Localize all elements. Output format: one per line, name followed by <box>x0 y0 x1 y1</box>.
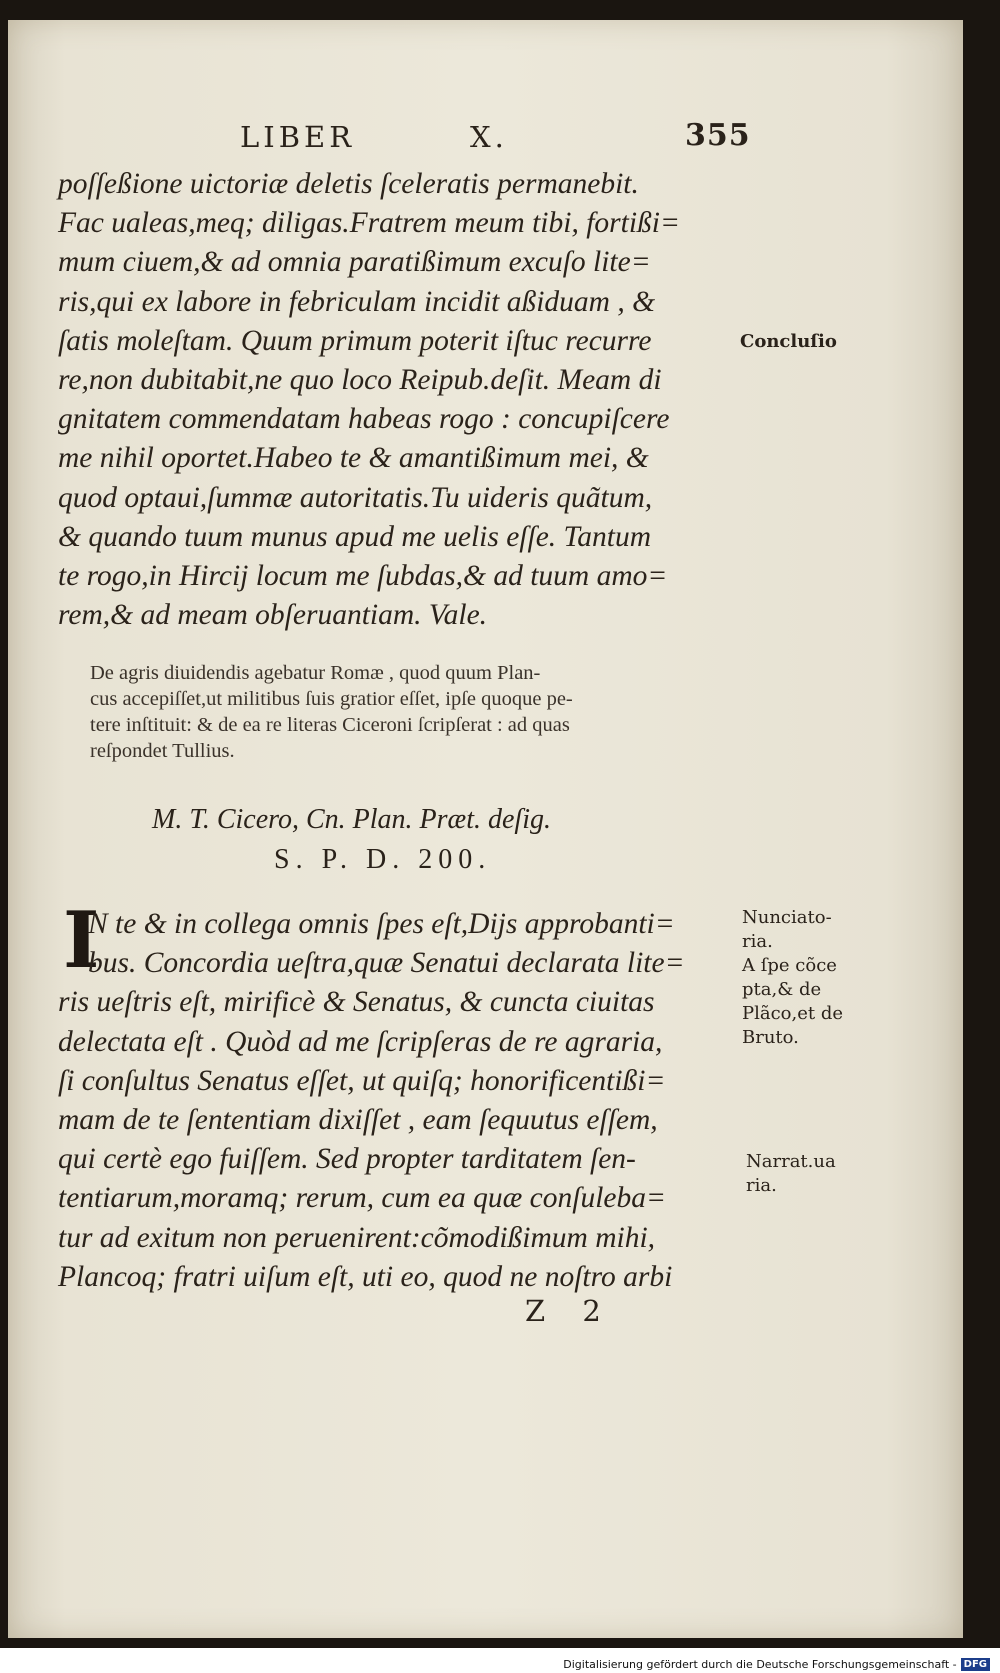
text-line: ſi conſultus Senatus eſſet, ut quiſq; honorificentißi= <box>58 1064 666 1097</box>
marginal-note-narratoria <box>746 1150 836 1198</box>
argument-line: cus accepiſſet,ut militibus ſuis gratior eſſet, ipſe quoque pe- <box>90 688 573 710</box>
marginal-line: ria. <box>742 931 773 952</box>
drop-capital: I <box>63 895 100 986</box>
marginal-line: Narrat.ua <box>746 1151 836 1172</box>
marginal-note-conclusio <box>740 330 837 354</box>
salutation-line: M. T. Cicero, Cn. Plan. Præt. deſig. <box>152 804 551 835</box>
text-line: gnitatem commendatam habeas rogo : concupiſcere <box>58 403 670 436</box>
text-line: mum ciuem,& ad omnia paratißimum excuſo lite= <box>58 246 651 279</box>
text-line: poſſeßione uictoriæ deletis ſceleratis permanebit. <box>58 168 639 200</box>
text-line: mam de te ſententiam dixiſſet , eam ſequutus eſſem, <box>58 1103 658 1136</box>
letter-text-begin <box>58 905 738 1297</box>
marginal-line: A ſpe cõce <box>742 955 837 976</box>
running-title: LIBER <box>240 120 356 154</box>
marginal-line: Concluſio <box>740 331 837 352</box>
text-line: ſatis moleſtam. Quum primum poterit iſtuc recurre <box>58 324 652 357</box>
text-line: Fac ualeas,meq; diligas.Fratrem meum tibi, fortißi= <box>58 207 680 240</box>
text-line: ris,qui ex labore in febriculam incidit aßiduam , & <box>58 285 656 318</box>
text-line: me nihil oportet.Habeo te & amantißimum mei, & <box>58 442 649 475</box>
argument-line: De agris diuidendis agebatur Romæ , quod quum Plan- <box>90 662 541 684</box>
text-line: delectata eſt . Quòd ad me ſcripſeras de re agraria, <box>58 1025 663 1058</box>
letter-salutation <box>152 800 752 880</box>
text-line: re,non dubitabit,ne quo loco Reipub.deſit. Meam di <box>58 363 662 396</box>
text-line: qui certè ego fuiſſem. Sed propter tarditatem ſen- <box>58 1143 636 1176</box>
text-line: te rogo,in Hircij locum me ſubdas,& ad tuum amo= <box>58 559 668 592</box>
signature-mark: Z 2 <box>525 1294 615 1328</box>
argument-line: tere inſtituit: & de ea re literas Ciceroni ſcripſerat : ad quas <box>90 714 570 736</box>
marginal-line: Plãco,et de <box>742 1003 844 1024</box>
running-header <box>240 120 760 166</box>
marginal-note-nunciatoria <box>742 906 843 1050</box>
argument-line: reſpondet Tullius. <box>90 740 235 762</box>
digitization-footer <box>563 1658 990 1671</box>
text-line: N te & in collega omnis ſpes eſt,Dijs approbanti= <box>88 908 675 940</box>
text-line: rem,& ad meam obſeruantiam. Vale. <box>58 599 488 632</box>
book-number: X. <box>470 120 508 154</box>
marginal-line: pta,& de <box>742 979 822 1000</box>
footer-credit: Digitalisierung gefördert durch die Deutsche Forschungsgemeinschaft - <box>563 1658 957 1671</box>
dfg-logo: DFG <box>961 1658 990 1671</box>
marginal-line: Bruto. <box>742 1027 799 1048</box>
text-line: tentiarum,moramq; rerum, cum ea quæ conſuleba= <box>58 1182 666 1215</box>
text-line: quod optaui,ſummæ autoritatis.Tu uideris quãtum, <box>58 481 653 514</box>
text-line: Plancoq; fratri uiſum eſt, uti eo, quod ne noſtro arbi <box>58 1260 673 1293</box>
text-line: & quando tuum munus apud me uelis eſſe. Tantum <box>58 520 651 553</box>
salutation-number: S. P. D. 200. <box>274 844 492 875</box>
text-line: ris ueſtris eſt, mirificè & Senatus, & cuncta ciuitas <box>58 986 655 1019</box>
letter-argument <box>90 660 740 764</box>
marginal-line: ria. <box>746 1175 777 1196</box>
text-line: bus. Concordia ueſtra,quæ Senatui declarata lite= <box>88 947 685 980</box>
letter-text-end <box>58 165 738 635</box>
folio-number: 355 <box>685 118 751 153</box>
text-line: tur ad exitum non peruenirent:cõmodißimum mihi, <box>58 1221 656 1254</box>
marginal-line: Nunciato- <box>742 907 832 928</box>
